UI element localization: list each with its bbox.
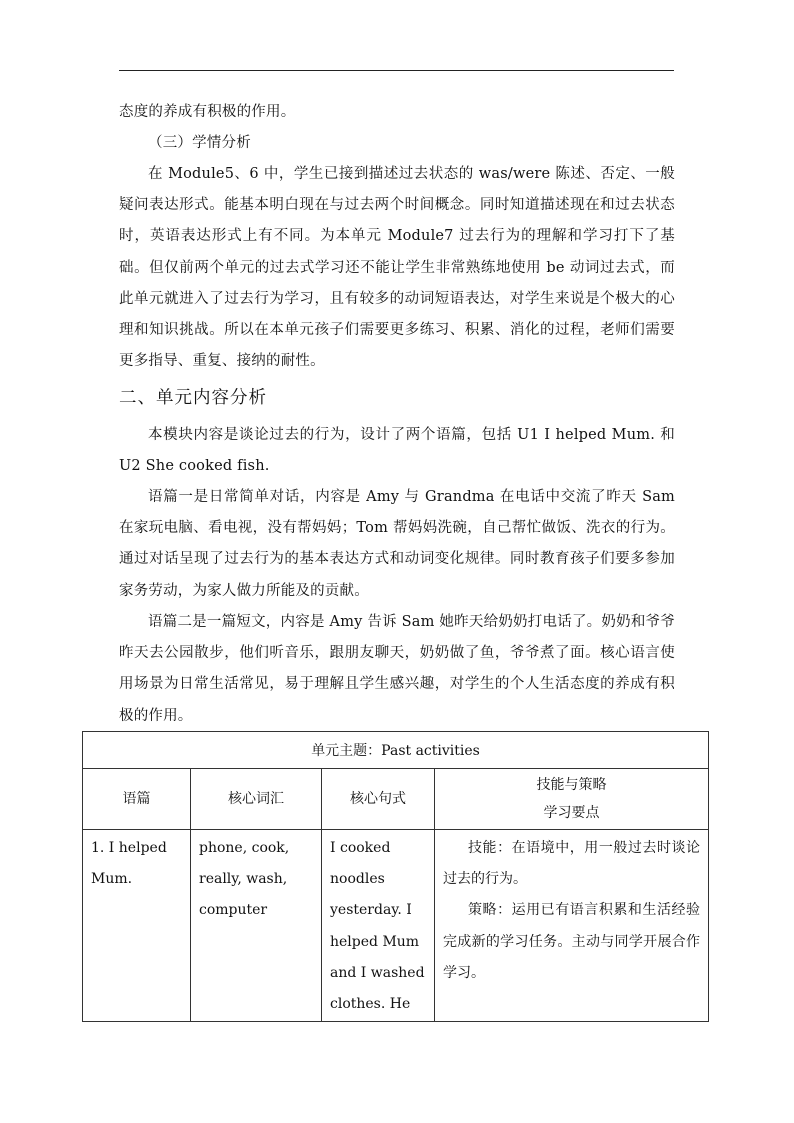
unit-table	[82, 731, 709, 1022]
header-skill	[435, 769, 709, 830]
header-skill-line-1: 技能与策略	[536, 777, 607, 793]
cell-vocab-line: computer	[199, 902, 268, 919]
header-sentence: 核心句式	[322, 769, 435, 830]
cell-sentence	[322, 830, 435, 1022]
section-heading-learner-analysis: （三）学情分析	[148, 135, 251, 151]
cell-text-line: Mum.	[91, 871, 133, 888]
section-heading-unit-content: 二、单元内容分析	[119, 388, 267, 408]
cell-sentence-line: clothes. He	[330, 996, 411, 1013]
cell-sentence-line: I cooked	[330, 840, 391, 856]
cell-sentence-line: helped Mum	[330, 933, 420, 950]
table-row	[83, 830, 709, 1022]
paragraph-unit-overview: 本模块内容是谈论过去的行为，设计了两个语篇，包括 U1 I helped Mum. 和 U2 She cooked fish.	[119, 427, 675, 475]
cell-text	[83, 830, 191, 1022]
paragraph-continued: 态度的养成有积极的作用。	[119, 104, 296, 120]
cell-sentence-line: noodles	[330, 871, 385, 888]
header-vocab: 核心词汇	[191, 769, 322, 830]
cell-vocab-line: really, wash,	[199, 871, 288, 888]
paragraph-text-two: 语篇二是一篇短文，内容是 Amy 告诉 Sam 她昨天给奶奶打电话了。奶奶和爷爷昨天去公园散步，他们听音乐，跟朋友聊天，奶奶做了鱼，爷爷煮了面。核心语言使用场景为日常生活常见，易于理解且学生感兴趣，对学生的个人生活态度的养成有积极的作用。	[119, 614, 675, 724]
cell-strategy-text: 策略：运用已有语言积累和生活经验完成新的学习任务。主动与同学开展合作学习。	[443, 902, 701, 981]
cell-sentence-line: yesterday. I	[330, 902, 412, 919]
cell-skill-text: 技能：在语境中，用一般过去时谈论过去的行为。	[443, 840, 701, 888]
header-skill-line-2: 学习要点	[543, 805, 600, 821]
header-rule	[119, 70, 674, 71]
cell-vocab	[191, 830, 322, 1022]
cell-vocab-line: phone, cook,	[199, 840, 290, 856]
header-text: 语篇	[83, 769, 191, 830]
paragraph-text-one: 语篇一是日常简单对话，内容是 Amy 与 Grandma 在电话中交流了昨天 Sam 在家玩电脑、看电视，没有帮妈妈；Tom 帮妈妈洗碗，自己帮忙做饭、洗衣的行为。通过对话呈现了过去行为的基本表达方式和动词变化规律。同时教育孩子们要多参加家务劳动，为家人做力所能及的贡献。	[119, 489, 675, 599]
table-header-row	[83, 769, 709, 830]
cell-skill	[435, 830, 709, 1022]
cell-sentence-line: and I washed	[330, 964, 425, 981]
cell-text-line: 1. I helped	[91, 840, 167, 856]
table-title-row	[83, 732, 709, 769]
table-title: 单元主题：Past activities	[83, 732, 709, 769]
paragraph-learner-analysis: 在 Module5、6 中，学生已接到描述过去状态的 was/were 陈述、否定、一般疑问表达形式。能基本明白现在与过去两个时间概念。同时知道描述现在和过去状态时，英语表达形式上有不同。为本单元 Module7 过去行为的理解和学习打下了基础。但仅前两个单元的过去式学习还不能让学生非常熟练地使用 be 动词过去式，而此单元就进入了过去行为学习，且有较多的动词短语表达，对学生来说是个极大的心理和知识挑战。所以在本单元孩子们需要更多练习、积累、消化的过程，老师们需要更多指导、重复、接纳的耐性。	[119, 166, 675, 370]
